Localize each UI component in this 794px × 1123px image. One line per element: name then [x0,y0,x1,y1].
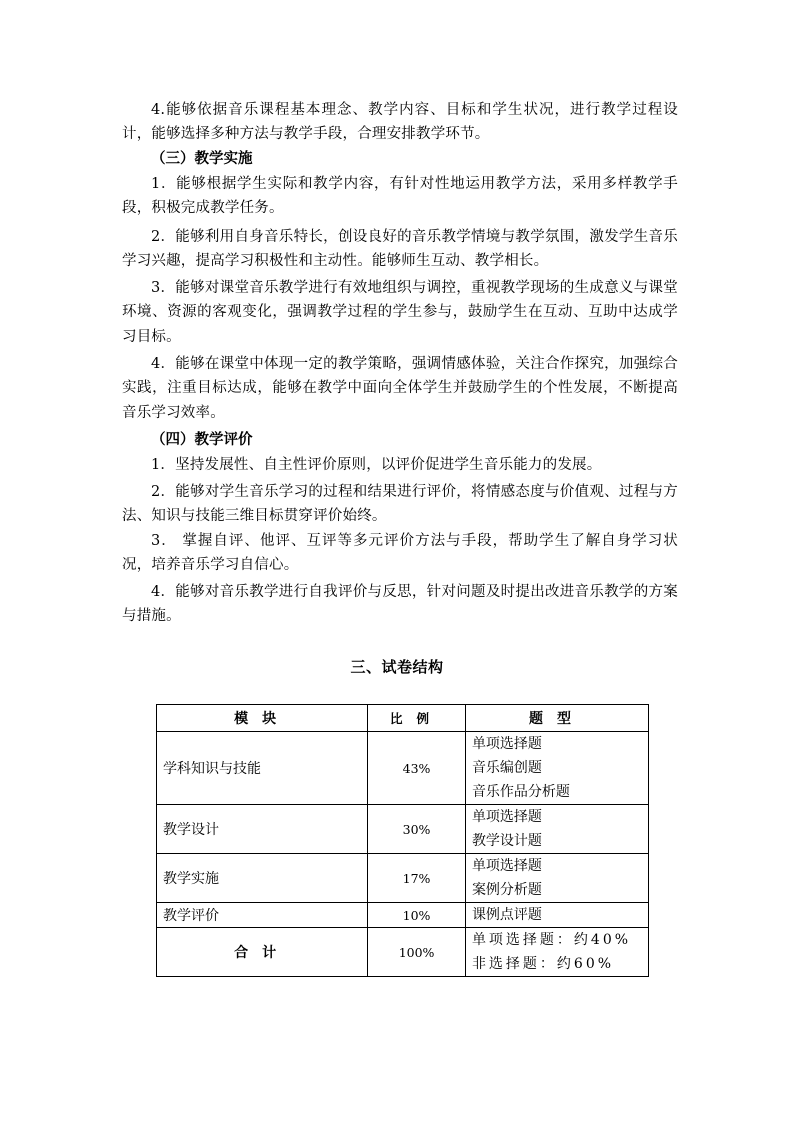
header-ratio: 比例 [368,705,466,732]
module-cell: 学科知识与技能 [157,732,368,805]
question-type: 单项选择题 [471,809,542,825]
paragraph-implementation-2: 2．能够利用自身音乐特长，创设良好的音乐教学情境与教学氛围，激发学生音乐学习兴趣，提高学习积极性和主动性。能够师生互动、教学相长。 [122,229,678,270]
question-type: 单项选择题 [471,736,542,752]
table-row [157,732,649,805]
question-type: 单项选择题 [471,858,542,874]
heading-teaching-evaluation: （四）教学评价 [151,431,253,448]
module-cell: 教学评价 [157,903,368,928]
paragraph-design-4: 4.能够依据音乐课程基本理念、教学内容、目标和学生状况，进行教学过程设计，能够选择多种方法与教学手段，合理安排教学环节。 [122,102,678,143]
paragraph-evaluation-2: 2．能够对学生音乐学习的过程和结果进行评价，将情感态度与价值观、过程与方法、知识与技能三维目标贯穿评价始终。 [122,484,678,525]
module-cell: 教学设计 [157,805,368,854]
type-cell [465,805,648,854]
exam-structure-table [156,704,649,977]
heading-teaching-implementation: （三）教学实施 [151,150,253,167]
question-type: 非选择题：约60% [471,956,615,972]
ratio-cell: 10% [368,903,466,928]
paragraph-evaluation-3: 3． 掌握自评、他评、互评等多元评价方法与手段，帮助学生了解自身学习状况，培养音乐学习自信心。 [122,533,678,574]
paragraph-implementation-4: 4．能够在课堂中体现一定的教学策略，强调情感体验，关注合作探究，加强综合实践，注重目标达成，能够在教学中面向全体学生并鼓励学生的个性发展，不断提高音乐学习效率。 [122,356,678,421]
paragraph-evaluation-4: 4．能够对音乐教学进行自我评价与反思，针对问题及时提出改进音乐教学的方案与措施。 [122,584,678,625]
table-row [157,903,649,928]
type-cell [465,854,648,903]
paragraph-implementation-3: 3．能够对课堂音乐教学进行有效地组织与调控，重视教学现场的生成意义与课堂环境、资源的客观变化，强调教学过程的学生参与，鼓励学生在互动、互助中达成学习目标。 [122,280,678,345]
ratio-cell: 30% [368,805,466,854]
table-row [157,854,649,903]
section-title: 三、试卷结构 [350,658,444,676]
total-ratio: 100% [368,928,466,977]
ratio-cell: 43% [368,732,466,805]
type-cell [465,732,648,805]
table-row [157,805,649,854]
total-type-cell [465,928,648,977]
table-header-row [157,705,649,732]
module-cell: 教学实施 [157,854,368,903]
total-label: 合计 [157,928,368,977]
question-type: 教学设计题 [471,833,542,849]
question-type: 课例点评题 [471,907,542,923]
ratio-cell: 17% [368,854,466,903]
table-total-row [157,928,649,977]
header-module: 模块 [157,705,368,732]
question-type: 案例分析题 [471,882,542,898]
paragraph-implementation-1: 1．能够根据学生实际和教学内容，有针对性地运用教学方法，采用多样教学手段，积极完成教学任务。 [122,176,678,217]
header-type: 题型 [465,705,648,732]
question-type: 音乐编创题 [471,760,542,776]
type-cell [465,903,648,928]
question-type: 音乐作品分析题 [471,784,570,800]
paragraph-evaluation-1: 1．坚持发展性、自主性评价原则，以评价促进学生音乐能力的发展。 [151,457,602,473]
question-type: 单项选择题：约40% [471,932,632,948]
